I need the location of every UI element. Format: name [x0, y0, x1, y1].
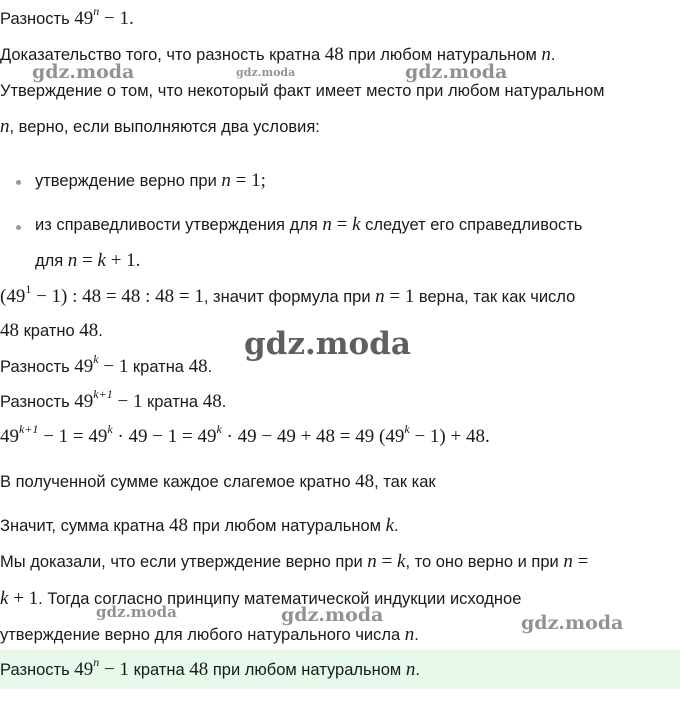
- text: кратна: [128, 358, 189, 376]
- text: утверждение верно при: [35, 172, 222, 190]
- math-variable: k: [385, 515, 395, 536]
- math-variable: n: [563, 551, 573, 572]
- math-rest: + 1: [8, 588, 39, 609]
- text: кратна: [129, 661, 190, 679]
- watermark: gdz.moda: [32, 61, 135, 83]
- text: при любом натуральном: [208, 661, 406, 679]
- line-step: [0, 387, 227, 413]
- line-statement-cont: [0, 116, 320, 138]
- math-variable: n: [0, 116, 10, 137]
- math: · 49 − 1 = 49: [112, 426, 217, 447]
- text: при любом натуральном: [188, 517, 386, 535]
- math-rest: + 1.: [105, 250, 141, 271]
- bullet-item-2: [35, 214, 582, 236]
- math-eq: =: [77, 250, 98, 271]
- line-hypothesis: [0, 352, 213, 378]
- math-exponent: n: [93, 655, 100, 669]
- bullet-dot: [16, 180, 21, 185]
- math-number: 48: [0, 320, 19, 341]
- line-therefore: [0, 515, 399, 537]
- math-eq: =: [572, 551, 589, 572]
- watermark: gdz.moda: [405, 61, 508, 83]
- text: следует его справедливость: [360, 216, 583, 234]
- text: , то оно верно и при: [405, 553, 564, 571]
- math-rest: = 1;: [230, 170, 266, 191]
- text: утверждение верно для любого натурального числа: [0, 626, 405, 644]
- text: для: [35, 252, 68, 270]
- math-exponent: 1: [25, 282, 32, 296]
- text: .: [98, 322, 103, 340]
- math-number: 48: [324, 44, 344, 65]
- text: .: [207, 358, 213, 376]
- watermark: gdz.moda: [244, 326, 411, 362]
- math-number: 48: [169, 515, 189, 536]
- text: Утверждение о том, что некоторый факт имеет место при любом натуральном: [0, 82, 605, 100]
- text: , значит формула при: [203, 288, 376, 306]
- math-eq: = 1: [384, 286, 415, 307]
- math-rest: − 1: [98, 356, 129, 377]
- math-base: 49: [74, 391, 94, 412]
- math-exponent: k: [404, 422, 410, 436]
- text: Разность: [0, 393, 75, 411]
- text: .: [394, 517, 399, 535]
- math-number: 48: [188, 356, 208, 377]
- bullet-item-2-cont: [35, 250, 140, 272]
- math-number: 48: [202, 391, 222, 412]
- text: Разность: [0, 661, 75, 679]
- math-eq: =: [331, 214, 353, 235]
- text: .: [414, 626, 419, 644]
- text: .: [221, 393, 227, 411]
- text: Доказательство того, что разность кратна: [0, 46, 325, 64]
- line-base-case: [0, 282, 576, 308]
- math-exponent: n: [93, 4, 100, 18]
- text: Разность: [0, 358, 75, 376]
- text: из справедливости утверждения для: [35, 216, 323, 234]
- watermark: gdz.moda: [521, 612, 624, 634]
- watermark: gdz.moda: [281, 604, 384, 626]
- math-base: 49: [74, 659, 94, 680]
- math-exponent: k+1: [19, 422, 39, 436]
- math-exponent: k: [216, 422, 222, 436]
- line-conclusion: [0, 551, 588, 573]
- math-variable: n: [375, 286, 385, 307]
- math: − 1 = 49: [38, 426, 108, 447]
- math-variable: n: [67, 250, 78, 271]
- math: − 1) : 48 = 48 : 48 = 1: [31, 286, 204, 307]
- line-conclusion-end: [0, 624, 419, 646]
- line-difference: [0, 4, 134, 30]
- text: кратна: [142, 393, 203, 411]
- math-variable: k: [0, 588, 9, 609]
- text: , верно, если выполняются два условия:: [9, 118, 320, 136]
- math-rest: − 1: [99, 659, 130, 680]
- math-number: 48: [355, 471, 375, 492]
- math-rest: − 1.: [99, 8, 134, 29]
- math-exponent: k: [93, 352, 99, 366]
- math-number: 48: [189, 659, 209, 680]
- math-variable: k: [397, 551, 406, 572]
- math: · 49 − 49 + 48 = 49 (49: [221, 426, 405, 447]
- equation-line: [0, 422, 490, 448]
- text: .: [550, 46, 556, 64]
- math-eq: =: [376, 551, 398, 572]
- text: кратно: [19, 322, 80, 340]
- math-variable: n: [541, 44, 551, 65]
- text: Мы доказали, что если утверждение верно при: [0, 553, 368, 571]
- line-sum: [0, 471, 436, 493]
- math: 49: [0, 426, 19, 447]
- math-variable: n: [405, 659, 416, 680]
- text: , так как: [374, 473, 436, 491]
- text: при любом натуральном: [343, 46, 542, 64]
- bullet-dot: [16, 225, 21, 230]
- text: .: [415, 661, 420, 679]
- math-base: 49: [74, 356, 94, 377]
- bullet-item-1: [35, 170, 266, 192]
- watermark: gdz.moda: [96, 603, 177, 621]
- math-variable: k: [352, 214, 361, 235]
- text: верна, так как число: [414, 288, 576, 306]
- math-variable: n: [322, 214, 332, 235]
- line-statement: [0, 80, 604, 102]
- watermark: gdz.moda: [236, 66, 296, 79]
- math-variable: k: [97, 250, 106, 271]
- math-base: 49: [74, 8, 94, 29]
- math: − 1) + 48.: [409, 426, 490, 447]
- math-rest: − 1: [112, 391, 143, 412]
- text: . Тогда согласно принципу математической индукции исходное: [38, 590, 522, 608]
- math-variable: n: [367, 551, 377, 572]
- math-number: 48: [79, 320, 99, 341]
- math-exponent: k+1: [93, 387, 113, 401]
- text: Значит, сумма кратна: [0, 517, 170, 535]
- math-exponent: k: [107, 422, 113, 436]
- math: (49: [0, 286, 26, 307]
- line-base-case-cont: [0, 320, 103, 342]
- answer-line: [0, 655, 420, 681]
- math-variable: n: [221, 170, 231, 191]
- line-conclusion-cont: [0, 588, 521, 610]
- text: Разность: [0, 10, 75, 28]
- math-variable: n: [404, 624, 415, 645]
- text: В полученной сумме каждое слагемое кратно: [0, 473, 356, 491]
